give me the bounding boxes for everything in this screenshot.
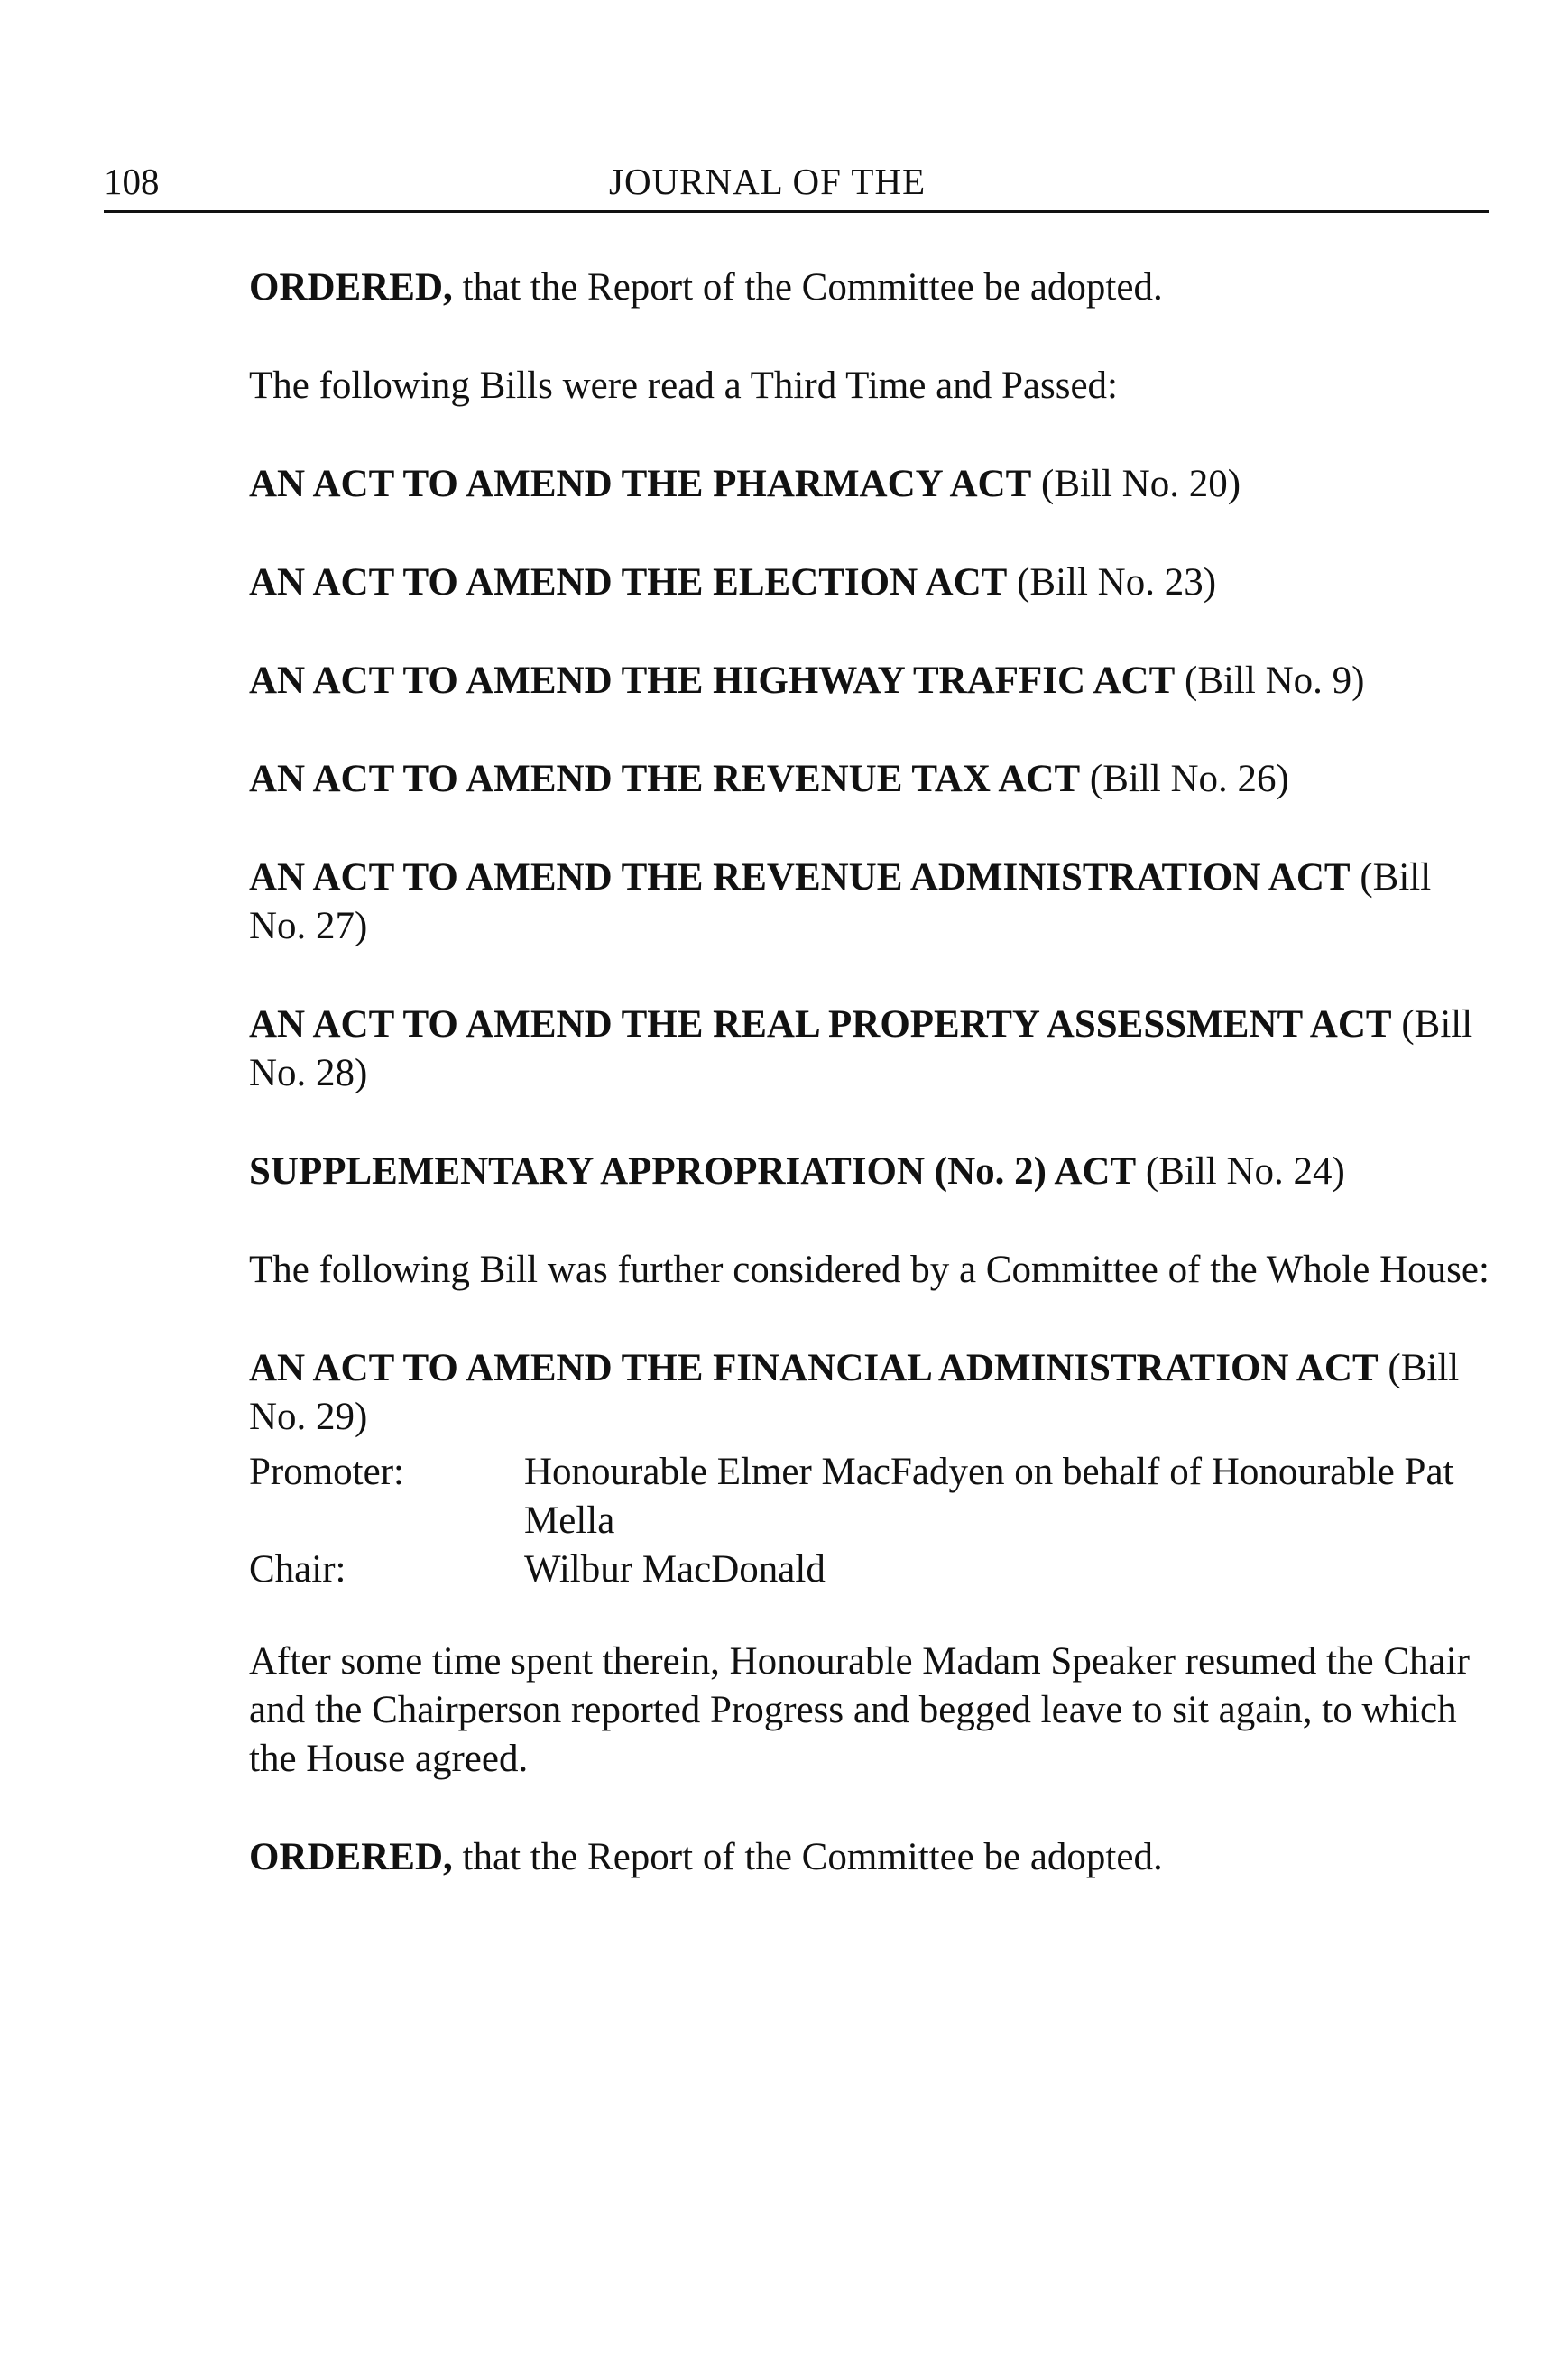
ordered-label: ORDERED, (249, 1836, 453, 1878)
bill-title: SUPPLEMENTARY APPROPRIATION (No. 2) ACT (249, 1150, 1137, 1193)
bill-real-property (249, 1001, 1494, 1098)
bill-number: (Bill No. 26) (1080, 758, 1289, 800)
bill-election (249, 558, 1494, 607)
ordered-paragraph (249, 263, 1494, 312)
committee-intro: The following Bill was further considered by a Committee of the Whole House: (249, 1249, 1490, 1291)
bills-intro: The following Bills were read a Third Time and Passed: (249, 364, 1118, 407)
bill-number: (Bill No. 20) (1031, 463, 1241, 505)
bill-number: (Bill No. 23) (1007, 561, 1217, 604)
bill-number: (Bill No. 9) (1175, 660, 1365, 702)
bill-revenue-tax (249, 755, 1494, 804)
bill-title: AN ACT TO AMEND THE REVENUE TAX ACT (249, 758, 1081, 800)
committee-bill (249, 1344, 1494, 1442)
bill-number: (Bill No. 27) (249, 856, 1432, 947)
bill-title: AN ACT TO AMEND THE FINANCIAL ADMINISTRATION ACT (249, 1347, 1379, 1389)
bill-title: AN ACT TO AMEND THE ELECTION ACT (249, 561, 1008, 604)
ordered-paragraph-final (249, 1833, 1494, 1882)
bill-supplementary-appropriation (249, 1148, 1494, 1196)
journal-title: JOURNAL OF THE (609, 161, 927, 202)
ordered-text: that the Report of the Committee be adopted. (452, 1836, 1163, 1878)
after-paragraph: After some time spent therein, Honourable Madam Speaker resumed the Chair and the Chairperson reported Progress and begged leave to sit again, to which the House agreed. (249, 1640, 1470, 1780)
bill-number: (Bill No. 24) (1136, 1150, 1345, 1193)
chair-label: Chair: (249, 1548, 346, 1591)
journal-body (249, 263, 1494, 1932)
committee-details (249, 1448, 1494, 1594)
chair-value: Wilbur MacDonald (524, 1548, 826, 1591)
promoter-label: Promoter: (249, 1451, 404, 1493)
bill-number: (Bill No. 28) (249, 1003, 1473, 1094)
bill-number: (Bill No. 29) (249, 1347, 1460, 1438)
ordered-text: that the Report of the Committee be adopted. (452, 266, 1163, 309)
ordered-label: ORDERED, (249, 266, 453, 309)
chair-row (249, 1545, 1494, 1594)
promoter-row (249, 1448, 1494, 1545)
bill-title: AN ACT TO AMEND THE PHARMACY ACT (249, 463, 1032, 505)
promoter-value: Honourable Elmer MacFadyen on behalf of Honourable Pat Mella (524, 1451, 1454, 1542)
page-number: 108 (104, 161, 160, 202)
bill-title: AN ACT TO AMEND THE HIGHWAY TRAFFIC ACT (249, 660, 1176, 702)
bill-title: AN ACT TO AMEND THE REVENUE ADMINISTRATION ACT (249, 856, 1351, 899)
bill-pharmacy (249, 460, 1494, 509)
bill-highway-traffic (249, 657, 1494, 706)
bill-title: AN ACT TO AMEND THE REAL PROPERTY ASSESSMENT ACT (249, 1003, 1392, 1046)
running-head (104, 158, 1489, 213)
bill-revenue-administration (249, 853, 1494, 951)
